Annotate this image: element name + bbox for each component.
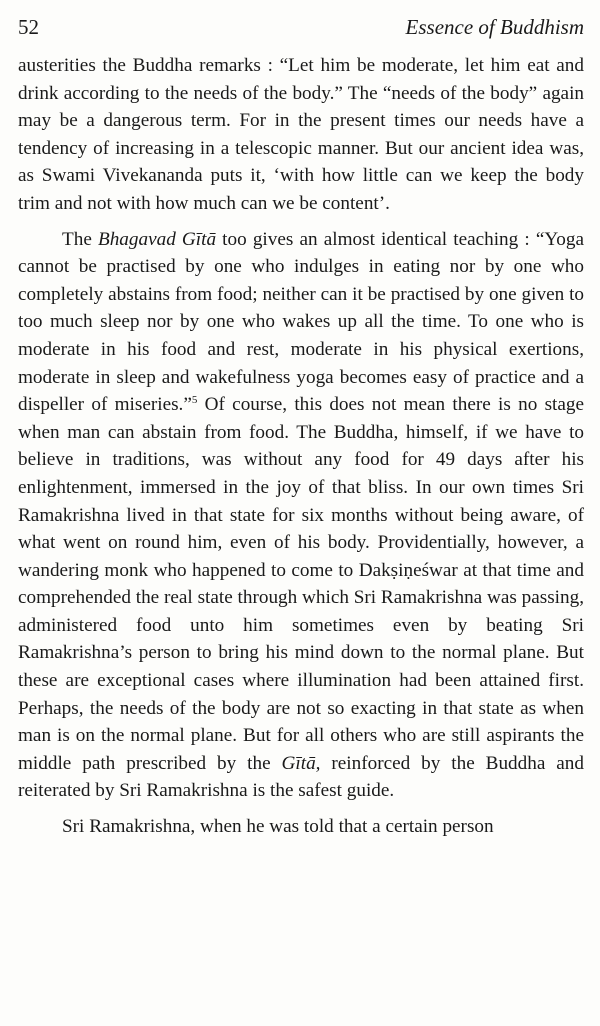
running-head (18, 14, 584, 42)
italic-title-gita: Gītā, (281, 752, 321, 774)
footnote-marker: 5 (191, 394, 198, 407)
paragraph-text-part-b: Of course, this does not mean there is no stage when man can abstain from food. The Buddha, himself, if we have to believe in traditions, was without any food for 49 days after his enlightenment, immersed in the joy of that bliss. In our own times Sri Ramakrishna lived in that state for six months without being aware, of what went on round him, even of his body. Providentially, however, a wandering monk who happened to come to Dakṣiṇeśwar at that time and comprehended the real state through which Sri Ramakrishna was passing, administered food unto him sometimes even by beating Sri Ramakrishna’s person to bring his mind down to the normal plane. But these are exceptional cases where illumination had been attained first. Perhaps, the needs of the body are not so exacting in that state as when man is on the normal plane. But for all others who are still aspirants the middle path prescribed by the (18, 394, 585, 774)
italic-title-bhagavad-gita: Bhagavad Gītā (97, 228, 217, 250)
book-title: Essence of Buddhism (405, 15, 584, 39)
book-page (18, 14, 584, 841)
paragraph-bhagavad-gita (18, 226, 584, 805)
paragraph-austerities: austerities the Buddha remarks : “Let him be moderate, let him eat and drink according to the needs of the body.” The “needs of the body” again may be a dangerous term. For in the present times our needs have a tendency of increasing in a telescopic manner. But our ancient idea was, as Swami Vivekananda puts it, ‘with how little can we keep the body trim and not with how much can we be content’. (18, 55, 584, 214)
page-number: 52 (18, 15, 39, 39)
paragraph-text-part-c: reinforced by the Buddha and reiterated by Sri Ramakrishna is the safest guide. (18, 752, 584, 802)
paragraph-sri-ramakrishna: Sri Ramakrishna, when he was told that a certain person (62, 816, 494, 838)
paragraph-text-part-a: too gives an almost identical teaching : “Yoga cannot be practised by one who indulges in eating nor by one who completely abstains from food; neither can it be practised by one given to too much sleep nor by one who wakes up all the time. To one who is moderate in his food and rest, moderate in his physical exertions, moderate in sleep and wakefulness yoga becomes easy of practice and a dispeller of miseries.” (18, 228, 584, 416)
paragraph-lead-text: The (62, 228, 98, 250)
